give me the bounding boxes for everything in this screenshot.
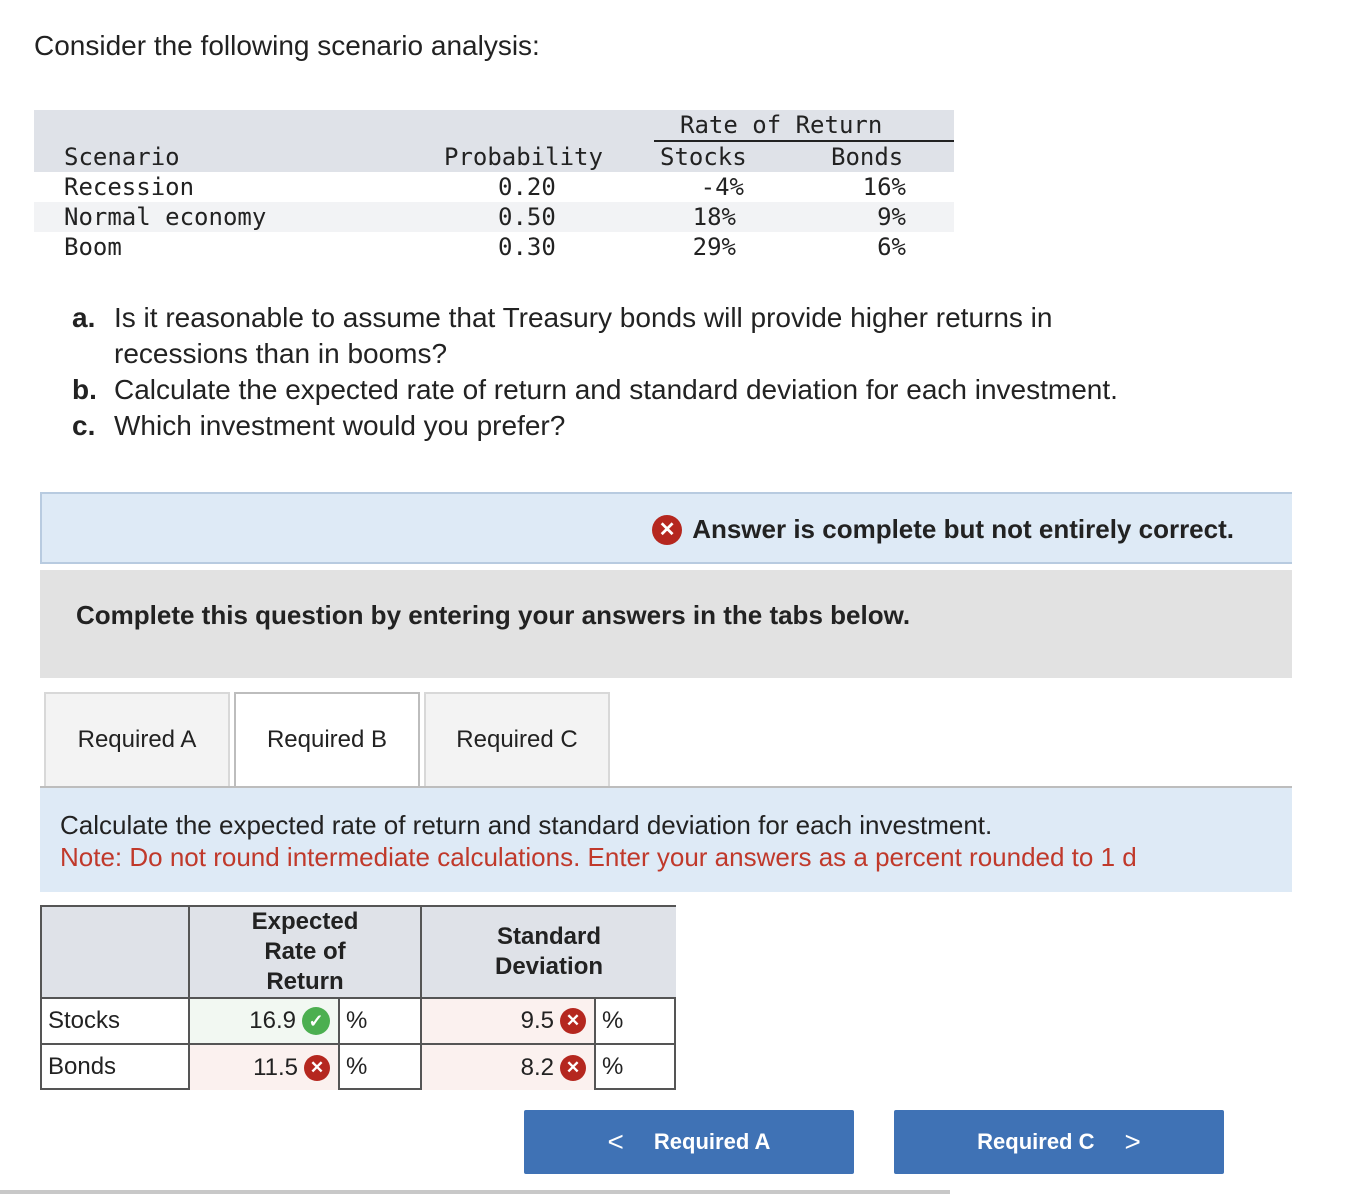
table-row <box>34 232 954 262</box>
scenario-cell: Boom <box>64 233 122 261</box>
question-text: Calculate the expected rate of return and standard deviation for each investment. <box>114 374 1118 405</box>
tab-label: Required A <box>77 726 197 753</box>
intro-text: Consider the following scenario analysis: <box>34 30 540 61</box>
status-banner <box>40 492 1292 564</box>
tab-required-a[interactable] <box>44 692 230 788</box>
bottom-divider <box>0 1190 950 1194</box>
question-label: b. <box>72 374 97 405</box>
chevron-left-icon: < <box>607 1126 624 1157</box>
header-expected-label: Expected Rate of Return <box>251 908 359 995</box>
instruction-panel <box>40 570 1292 678</box>
input-value: 8.2 <box>520 1053 554 1081</box>
percent-unit: % <box>340 1045 422 1090</box>
next-button-label: Required C <box>977 1129 1095 1154</box>
header-row-group <box>34 110 954 142</box>
prev-button-required-a[interactable] <box>524 1110 854 1174</box>
table-row <box>34 172 954 202</box>
x-circle-icon: ✕ <box>652 515 682 545</box>
scenario-cell: Recession <box>64 173 195 201</box>
table-row <box>34 202 954 232</box>
input-value: 9.5 <box>520 1007 554 1034</box>
complete-message: Complete this question by entering your answers in the tabs below. <box>76 600 911 630</box>
group-header: Rate of Return <box>680 111 883 139</box>
input-value: 16.9 <box>249 1007 296 1034</box>
prev-button-label: Required A <box>653 1129 771 1154</box>
tab-label: Required B <box>266 726 388 753</box>
question-text: Which investment would you prefer? <box>114 410 566 441</box>
instruction-text: Calculate the expected rate of return and standard deviation for each investment. <box>60 810 993 840</box>
question-label: c. <box>72 410 96 441</box>
percent-unit: % <box>340 999 422 1045</box>
x-circle-icon: ✕ <box>560 1008 586 1034</box>
probability-cell: 0.20 <box>498 173 556 201</box>
tab-required-c[interactable] <box>424 692 610 788</box>
chevron-right-icon: > <box>1124 1126 1141 1157</box>
header-probability: Probability <box>444 143 603 171</box>
tab-label: Required C <box>456 726 578 753</box>
scenario-cell: Normal economy <box>64 203 267 231</box>
stocks-cell: 18% <box>692 203 736 231</box>
next-button-required-c[interactable] <box>894 1110 1224 1174</box>
scenario-table <box>34 110 954 262</box>
stocks-cell: 29% <box>692 233 736 261</box>
status-message: Answer is complete but not entirely correct. <box>692 514 1234 544</box>
header-scenario: Scenario <box>64 143 180 171</box>
row-label-bonds: Bonds <box>42 1045 190 1090</box>
probability-cell: 0.50 <box>498 203 556 231</box>
input-value: 11.5 <box>253 1053 298 1081</box>
bonds-cell: 16% <box>862 173 906 201</box>
row-label-stocks: Stocks <box>42 999 190 1045</box>
question-text-cont: recessions than in booms? <box>114 338 448 369</box>
x-circle-icon: ✕ <box>560 1055 586 1081</box>
header-row <box>34 142 954 172</box>
instruction-note: Note: Do not round intermediate calculations. Enter your answers as a percent rounded to 1 d <box>60 842 1137 872</box>
header-bonds: Bonds <box>831 143 904 171</box>
header-blank-cell <box>42 907 190 999</box>
header-standard-deviation <box>422 907 676 999</box>
bonds-cell: 9% <box>877 203 906 231</box>
question-text: Is it reasonable to assume that Treasury bonds will provide higher returns in <box>114 302 1053 333</box>
probability-cell: 0.30 <box>498 233 556 261</box>
header-expected-return <box>190 907 422 999</box>
tab-required-b[interactable] <box>234 692 420 788</box>
stocks-cell: -4% <box>700 173 744 201</box>
bonds-cell: 6% <box>877 233 906 261</box>
expected-return-input-bonds[interactable] <box>190 1045 340 1090</box>
check-icon: ✓ <box>302 1007 330 1035</box>
header-stocks: Stocks <box>660 143 747 171</box>
percent-unit: % <box>596 999 676 1045</box>
x-circle-icon: ✕ <box>304 1055 330 1081</box>
answer-table <box>40 905 676 1090</box>
question-label: a. <box>72 302 96 333</box>
percent-unit: % <box>602 1053 624 1080</box>
std-dev-input-stocks[interactable] <box>422 999 596 1045</box>
expected-return-input-stocks[interactable] <box>190 999 340 1045</box>
std-dev-input-bonds[interactable] <box>422 1045 596 1090</box>
header-std-label: Standard Deviation <box>494 923 604 980</box>
tab-instructions <box>40 788 1292 892</box>
